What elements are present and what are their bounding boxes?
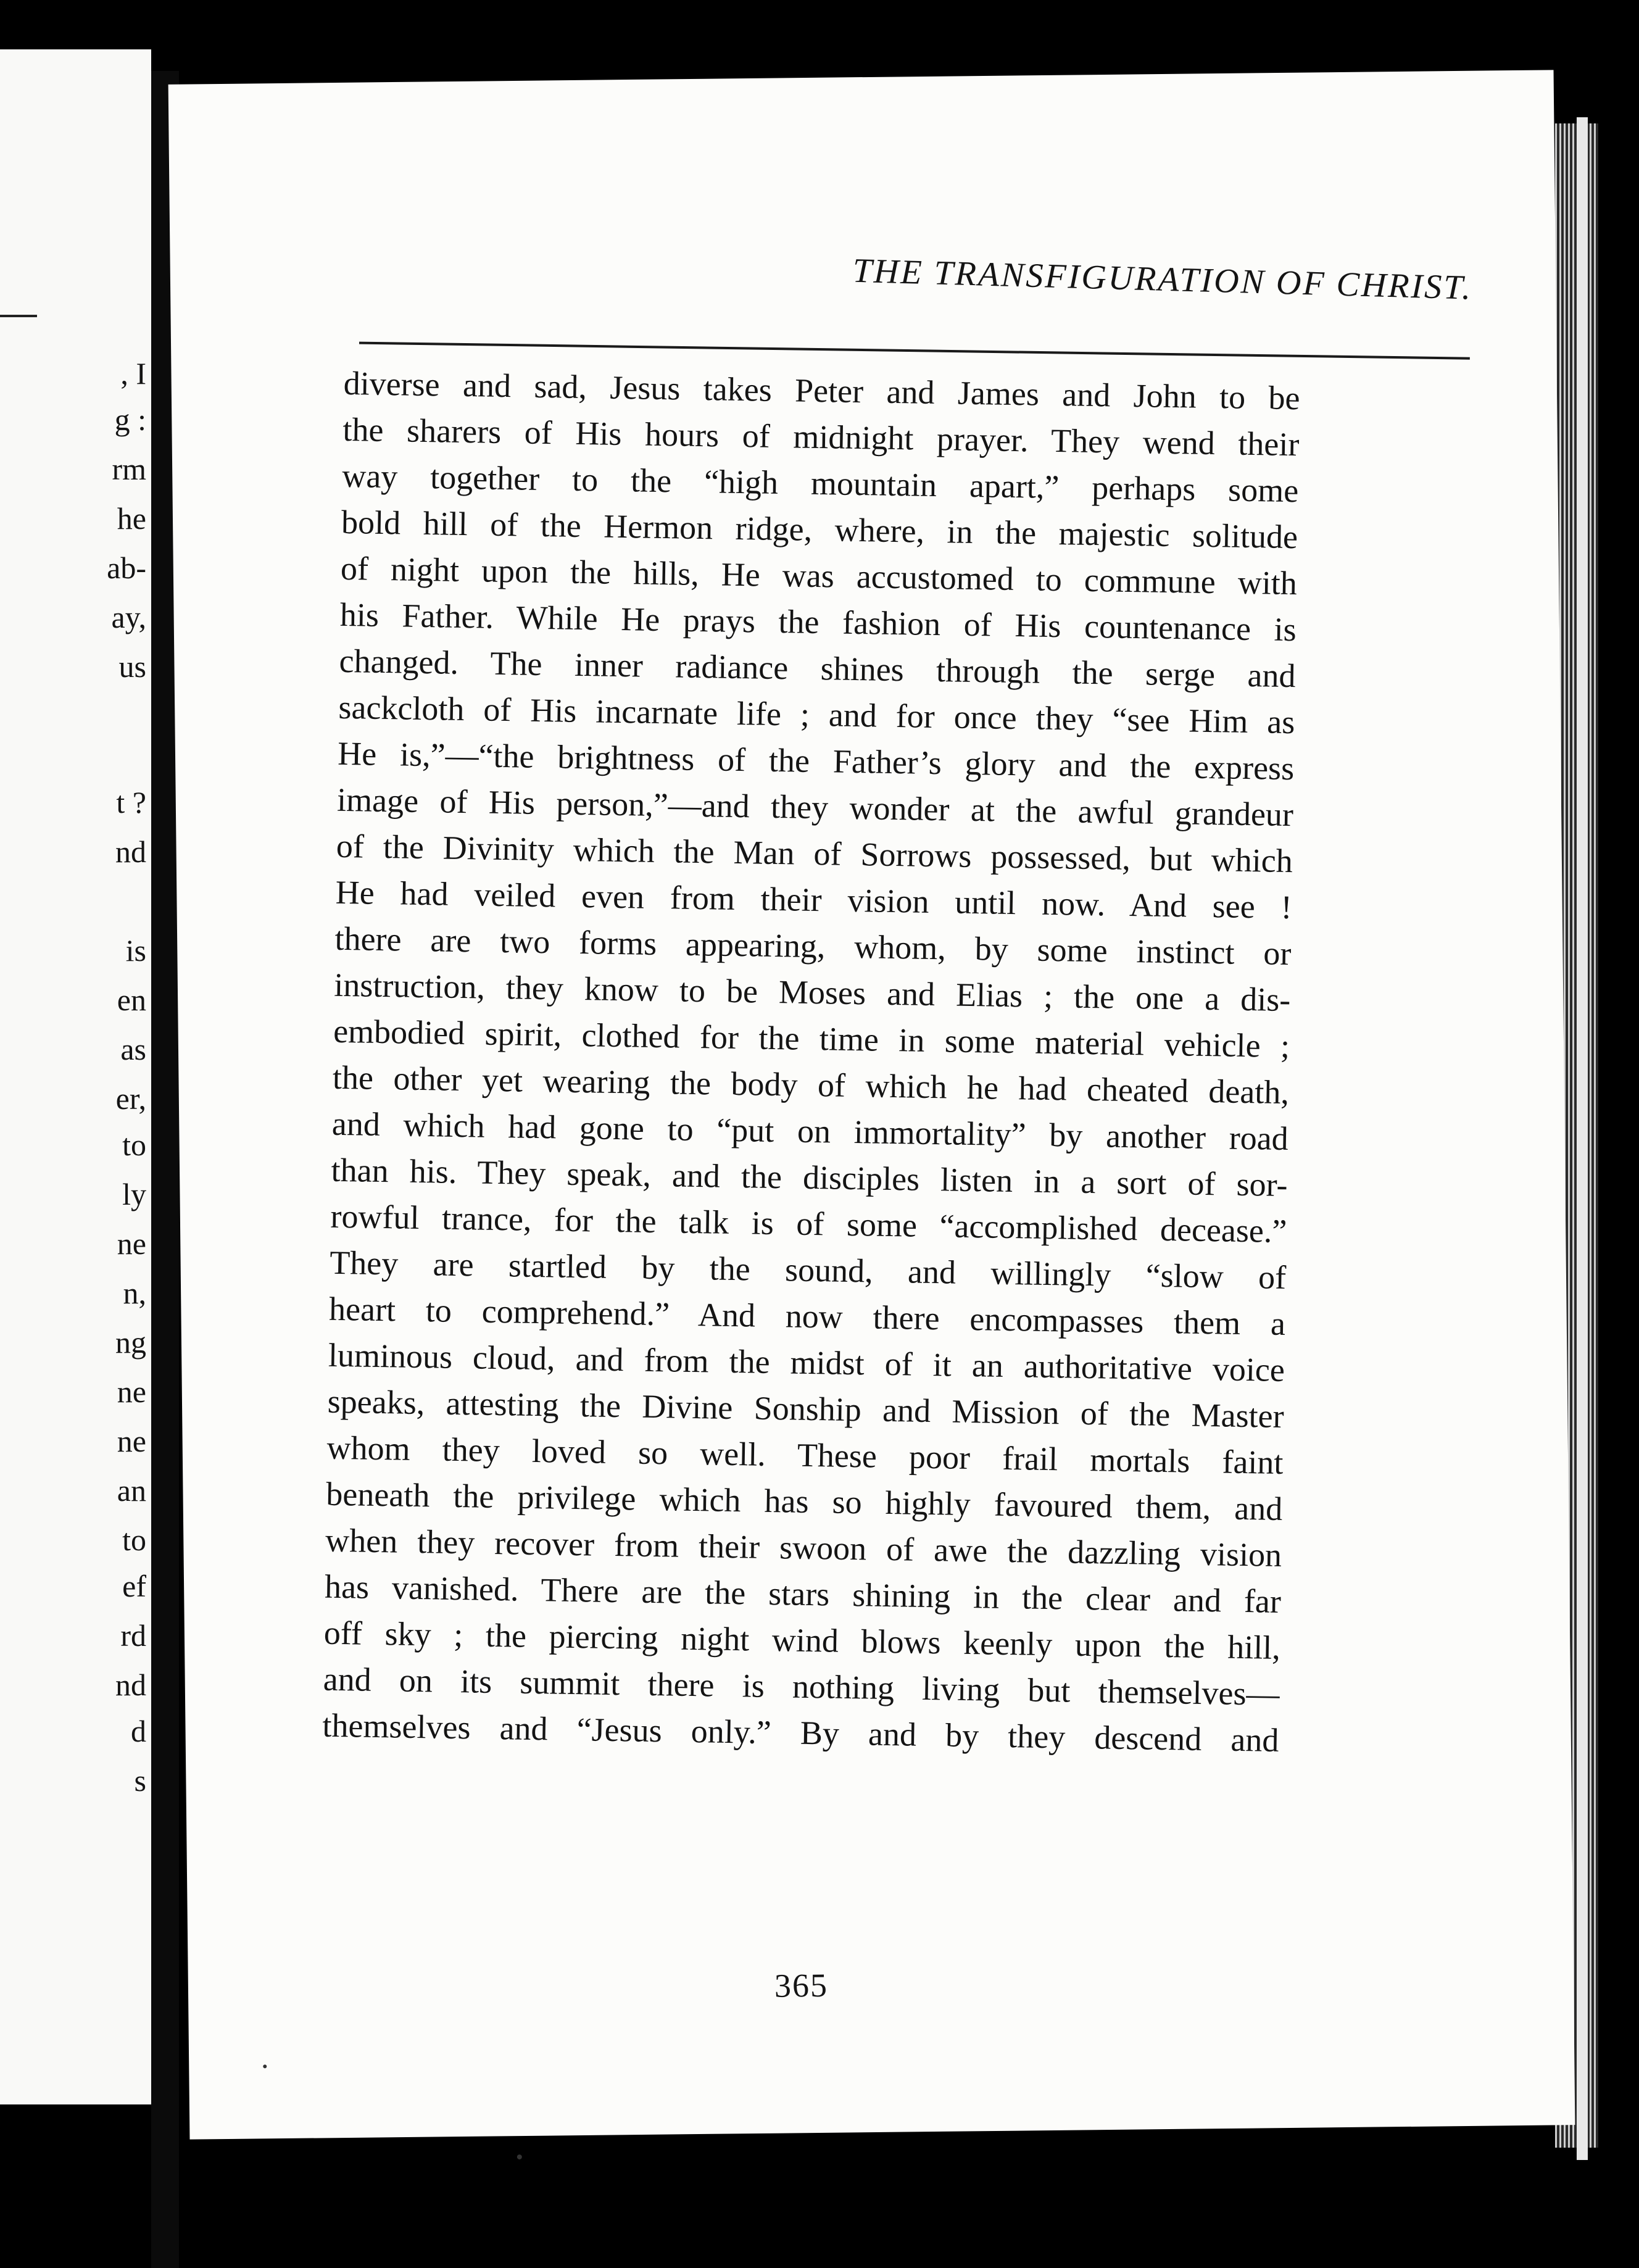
left-fragment: to [122,1128,146,1162]
page-body [322,360,1300,1764]
text-line: rowful trance, for the talk is of some “accomplished decease.” [330,1197,1287,1250]
text-line: embodied spirit, clothed for the time in some material vehicle ; [333,1012,1290,1065]
left-fragment: rm [112,452,146,486]
text-line: beneath the privilege which has so highly favoured them, and [325,1475,1283,1528]
left-page-fragments [0,49,151,2104]
text-line: the sharers of His hours of midnight prayer. They wend their [342,410,1300,463]
left-fragment: g : [114,402,146,437]
text-line: diverse and sad, Jesus takes Peter and James and John to be [343,364,1301,417]
text-line: They are startled by the sound, and willingly “slow of [329,1244,1287,1297]
text-line: and which had gone to “put on immortality” by another road [331,1105,1289,1158]
text-line: sackcloth of His incarnate life ; and for once they “see Him as [338,688,1295,741]
left-fragment: ay, [111,600,146,634]
text-line: luminous cloud, and from the midst of it an authoritative voice [328,1336,1285,1389]
left-fragment: s [134,1763,146,1798]
left-fragment: ef [122,1569,146,1603]
left-fragment: ng [115,1325,146,1360]
text-line: bold hill of the Hermon ridge, where, in the majestic solitude [341,503,1298,556]
paper-speck [517,2154,522,2159]
left-facing-page [0,49,151,2104]
left-fragment: us [118,649,146,684]
text-line: changed. The inner radiance shines through the serge and [339,642,1296,695]
text-line: when they recover from their swoon of awe the dazzling vision [325,1521,1282,1574]
left-fragment: er, [115,1081,146,1116]
page-number: 365 [774,1966,829,2004]
text-line: than his. They speak, and the disciples listen in a sort of sor- [331,1151,1288,1204]
running-head-rule [359,342,1470,360]
running-head: THE TRANSFIGURATION OF CHRIST. [852,251,1474,307]
text-line: way together to the “high mountain apart,” perhaps some [341,457,1299,510]
text-line: whom they loved so well. These poor frail mortals faint [326,1429,1284,1482]
text-line: the other yet wearing the body of which he had cheated death, [332,1058,1290,1111]
text-line: heart to comprehend.” And now there encompasses them a [328,1290,1286,1343]
left-fragment: rd [120,1618,146,1653]
left-fragment: d [131,1714,146,1748]
text-line: image of His person,”—and they wonder at the awful grandeur [336,781,1294,834]
text-line: off sky ; the piercing night wind blows keenly upon the hill, [323,1614,1281,1666]
left-fragment: ne [117,1424,146,1458]
text-line: speaks, attesting the Divine Sonship and Mission of the Master [327,1382,1285,1435]
text-line: instruction, they know to be Moses and Elias ; the one a dis- [333,966,1291,1019]
text-line: and on its summit there is nothing living but themselves— [323,1660,1280,1713]
left-fragment: t ? [116,785,146,820]
text-line: He had veiled even from their vision until now. And see ! [335,873,1293,926]
paper-speck [263,2064,267,2068]
text-line: there are two forms appearing, whom, by some instinct or [334,920,1292,973]
left-fragment: as [120,1032,146,1066]
text-line: He is,”—“the brightness of the Father’s glory and the express [337,734,1295,787]
left-fragment: an [117,1473,146,1508]
left-fragment: nd [115,1668,146,1702]
left-fragment: nd [115,834,146,869]
text-line: themselves and “Jesus only.” By and by they descend and [322,1706,1279,1759]
text-line: his Father. While He prays the fashion of His countenance is [339,596,1297,649]
left-fragment: ly [122,1177,146,1211]
left-fragment: ne [117,1374,146,1409]
left-fragment: ne [117,1226,146,1261]
left-fragment: , I [120,356,146,391]
text-line: has vanished. There are the stars shining in the clear and far [324,1568,1282,1620]
left-fragment: is [125,933,146,968]
page-edge-highlight [1577,117,1588,2160]
left-fragment: n, [123,1276,146,1310]
text-line: of the Divinity which the Man of Sorrows possessed, but which [336,827,1293,880]
left-fragment: he [117,501,146,536]
left-fragment: ab- [107,550,146,585]
left-fragment: to [122,1522,146,1557]
left-fragment: en [117,982,146,1017]
text-line: of night upon the hills, He was accustomed to commune with [340,549,1298,602]
book-page [168,70,1575,2139]
